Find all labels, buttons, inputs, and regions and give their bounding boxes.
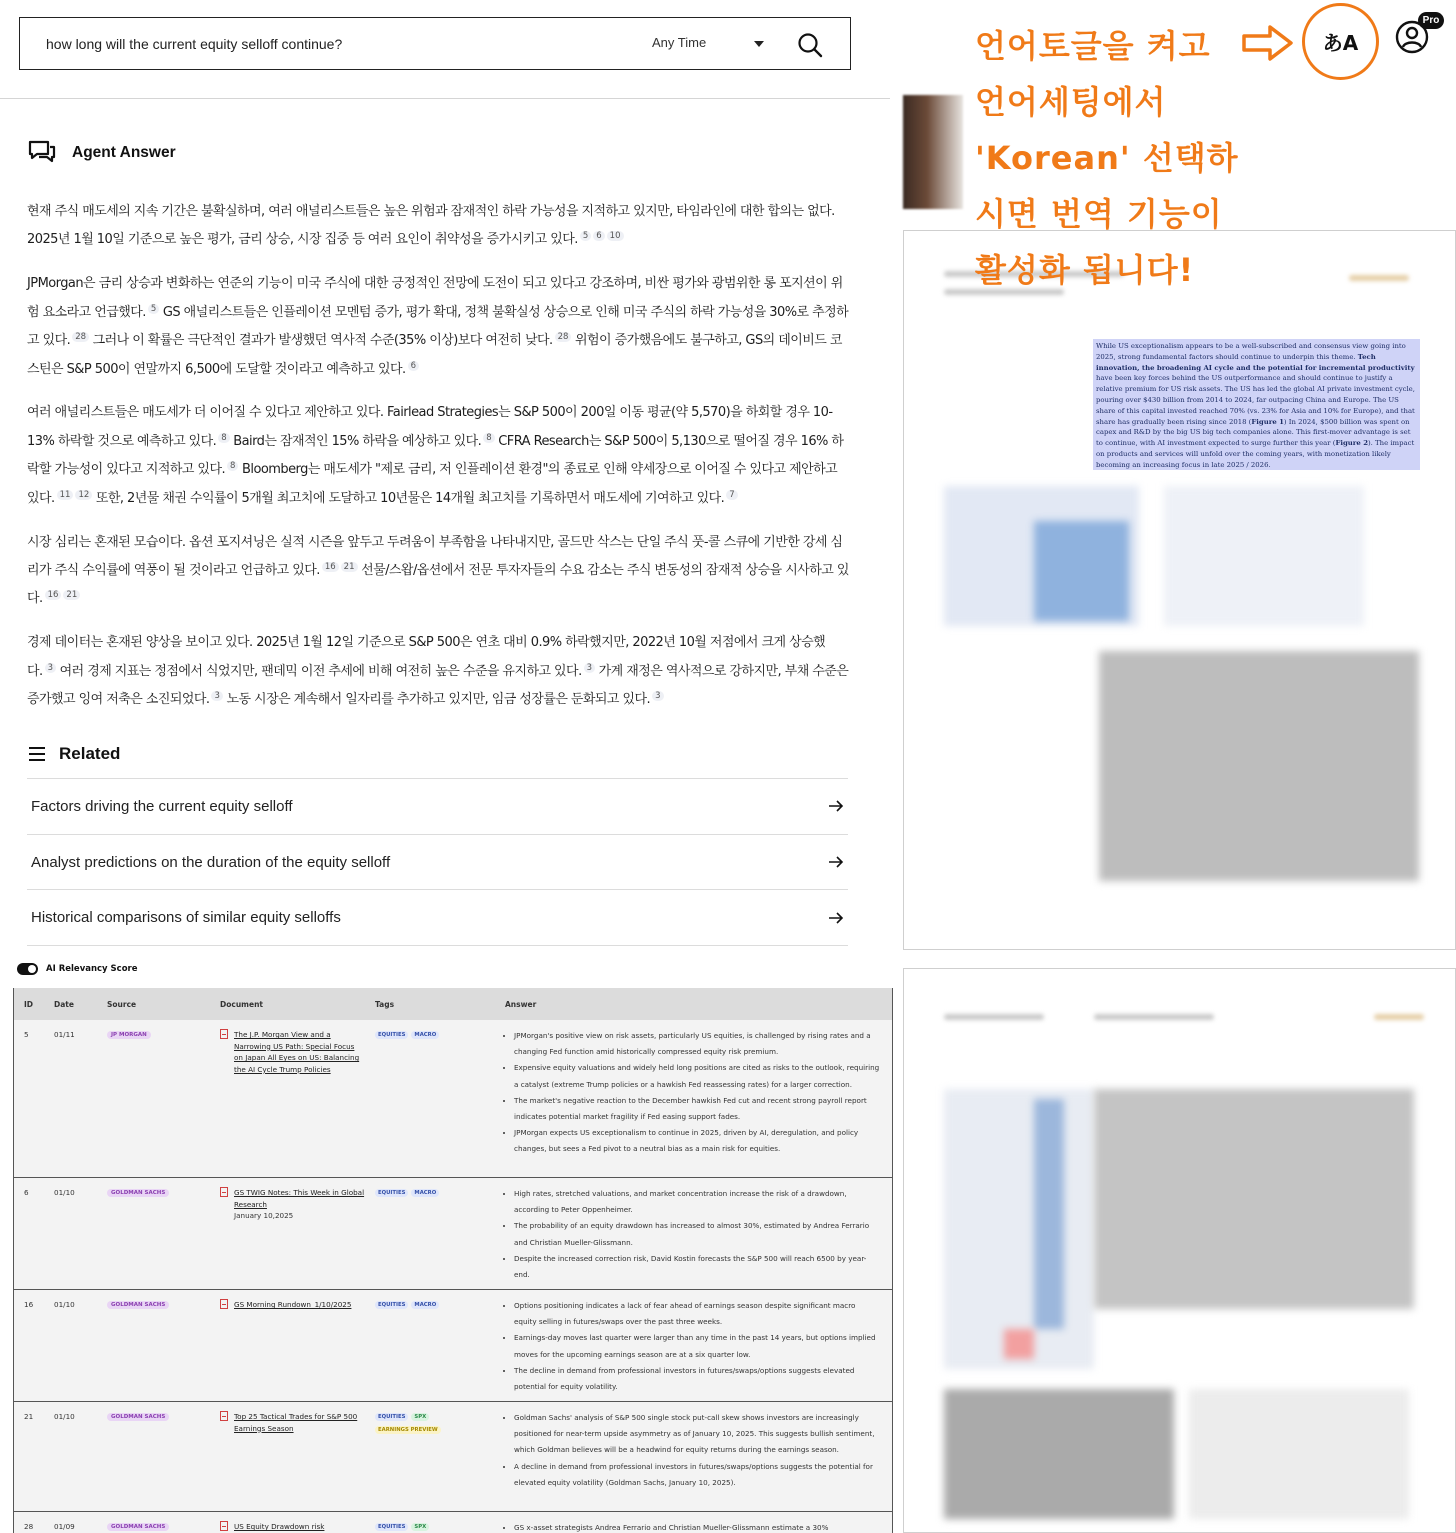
- answer-text: GS 애널리스트들은 인플레이션 모멘텀 증가, 평가 확대, 정책 불확실성 상승으로 인해 미국 주식의 하락 가능성을 30%로 추정하고 있다.: [27, 304, 849, 349]
- related-title: Related: [59, 744, 121, 763]
- cell-source: [97, 1512, 210, 1533]
- tag-badge: MACRO: [411, 1031, 439, 1039]
- citation-marker[interactable]: 5: [148, 304, 159, 314]
- pdf-icon: [220, 1029, 228, 1039]
- cell-tags: [365, 1020, 495, 1177]
- citation-marker[interactable]: 21: [63, 590, 80, 600]
- cell-document: [210, 1020, 365, 1177]
- passage-fragment: ) In 2024, $500 billion was spent on capex and R&D by the big US big tech companies alone. This first-mover advantage is set to continue, with AI investment expected to surge further this year (: [1096, 417, 1411, 448]
- col-source: Source: [107, 1000, 137, 1009]
- header-divider: [0, 98, 890, 99]
- citation-marker[interactable]: 3: [652, 691, 663, 701]
- answer-text: 여러 경제 지표는 정점에서 식었지만, 팬데믹 이전 추세에 비해 여전히 높은 수준을 유지하고 있다.: [56, 663, 582, 679]
- search-icon[interactable]: [795, 30, 825, 60]
- col-document: Document: [220, 1000, 263, 1009]
- cell-answer: [495, 1402, 892, 1511]
- answer-bullet: • High rates, stretched valuations, and market concentration increase the risk of a drawdown, according to Peter Oppenheimer.: [514, 1186, 880, 1218]
- passage-fragment: have been key forces behind the US outperformance and should continue to justify a relative premium for US risk assets. The US has led the global AI private investment cycle, pouring over $430 billion from 2014 to 2024, far outpacing China and Europe. The US share of this capital invested reached 70% (vs. 23% for Asia and 10% for Europe), and that share has gradually been rising since 2018 (: [1096, 374, 1415, 426]
- answer-bullet: • JPMorgan expects US exceptionalism to continue in 2025, driven by AI, deregulation, and policy changes, but sees a Fed pivot to a neutral bias as a main risk for equities.: [514, 1125, 880, 1157]
- document-link[interactable]: GS TWIG Notes: This Week in Global Research: [234, 1188, 365, 1209]
- answer-text: 그러나 이 확률은 극단적인 결과가 발생했던 역사적 수준(35% 이상)보다 여전히 낮다.: [89, 333, 553, 349]
- tag-badge: EQUITIES: [375, 1301, 408, 1309]
- source-badge: JP MORGAN: [107, 1031, 151, 1039]
- answer-bullet: • JPMorgan's positive view on risk assets, particularly US equities, is challenged by rising rates and a changing Fed function amid historically compressed equity risk premium.: [514, 1028, 880, 1060]
- document-link[interactable]: US Equity Drawdown risk: [234, 1522, 325, 1531]
- table-header: [14, 988, 892, 1020]
- passage-fragment: While US exceptionalism appears to be a well-subscribed and consensus view going into 2025, strong fundamental factors should continue to underpin this theme.: [1096, 342, 1406, 361]
- chevron-down-icon[interactable]: [754, 41, 764, 47]
- related-list: [27, 778, 848, 946]
- instruction-annotation: [975, 18, 1239, 298]
- cell-source: [97, 1290, 210, 1401]
- time-filter-select[interactable]: Any Time: [652, 35, 707, 50]
- cell-source: [97, 1402, 210, 1511]
- annotation-line: 'Korean' 선택하: [975, 139, 1239, 177]
- answer-text: 가계 재정은 역사적으로 강하지만, 부채 수준은 증가했고 잉여 저축은 소진되었다.: [27, 663, 849, 708]
- document-link[interactable]: The J.P. Morgan View and a Narrowing US Path: Special Focus on Japan All Eyes on US: Balancing the AI Cycle Trump Policies: [234, 1030, 360, 1074]
- answer-bullet: • A decline in demand from professional investors in futures/swaps/options suggests the potential for elevated equity volatility (Goldman Sachs, January 10, 2025).: [514, 1459, 880, 1491]
- cell-date: 01/11: [54, 1030, 75, 1039]
- source-badge: GOLDMAN SACHS: [107, 1413, 169, 1421]
- answer-text: 또한, 2년물 채권 수익률이 5개월 최고치에 도달하고 10년물은 14개월 최고치를 기록하면서 매도세에 기여하고 있다.: [92, 490, 725, 506]
- cell-id: 16: [24, 1300, 34, 1309]
- sources-table: [13, 988, 893, 1533]
- answer-text: 시장 심리는 혼재된 모습이다. 옵션 포지셔닝은 실적 시즌을 앞두고 두려움이 부족함을 나타내지만, 골드만 삭스는 단일 주식 풋-콜 스큐에 기반한 강세 심리가 주식 수익률에 역풍이 될 것이라고 언급하고 있다.: [27, 534, 843, 578]
- citation-marker[interactable]: 6: [408, 361, 419, 371]
- cell-tags: [365, 1512, 495, 1533]
- answer-text: 현재 주식 매도세의 지속 기간은 불확실하며, 여러 애널리스트들은 높은 위험과 잠재적인 하락 가능성을 지적하고 있지만, 타임라인에 대한 합의는 없다. 2025년 1월 10일 기준으로 높은 평가, 금리 상승, 시장 집중 등 여러 요인이 취약성을 증가시키고 있다.: [27, 204, 835, 248]
- arrow-right-icon: [828, 911, 844, 925]
- answer-bullet: • Despite the increased correction risk, David Kostin forecasts the S&P 500 will reach 6500 by year-end.: [514, 1251, 880, 1283]
- source-badge: GOLDMAN SACHS: [107, 1189, 169, 1197]
- tag-badge: EQUITIES: [375, 1523, 408, 1531]
- citation-marker[interactable]: 28: [555, 332, 572, 342]
- pdf-icon: [220, 1187, 228, 1197]
- citation-marker[interactable]: 16: [45, 590, 62, 600]
- annotation-line: 언어토글을 켜고: [975, 27, 1211, 65]
- answer-text: Bloomberg는 매도세가 "제로 금리, 저 인플레이션 환경"의 종료로 인해 약세장으로 이어질 수 있다고 제안하고 있다.: [27, 462, 838, 506]
- search-input[interactable]: [46, 31, 606, 57]
- table-row[interactable]: [14, 1020, 892, 1178]
- source-badge: GOLDMAN SACHS: [107, 1523, 169, 1531]
- related-item[interactable]: [27, 779, 848, 835]
- tag-badge: EQUITIES: [375, 1413, 408, 1421]
- list-icon: [28, 746, 46, 762]
- tag-badge: EQUITIES: [375, 1031, 408, 1039]
- cell-tags: [365, 1402, 495, 1511]
- answer-bullet: • Goldman Sachs' analysis of S&P 500 single stock put-call skew shows investors are increasingly positioned for near-term upside asymmetry as of January 10, 2025. This suggests bullish sentiment, which Goldman believes will be a headwind for equity returns during the earnings season.: [514, 1410, 880, 1459]
- answer-bullet: • Expensive equity valuations and widely held long positions are cited as risks to the outlook, requiring a catalyst (extreme Trump policies or a hawkish Fed reassessing rates) for a larger correction.: [514, 1060, 880, 1092]
- translate-icon: あA: [1322, 31, 1359, 55]
- tag-badge: SPX: [411, 1523, 429, 1531]
- agent-answer-title: Agent Answer: [72, 144, 176, 161]
- cell-id: 28: [24, 1522, 34, 1531]
- pro-badge: Pro: [1418, 12, 1444, 29]
- citation-marker[interactable]: 8: [483, 433, 494, 443]
- citation-marker[interactable]: 3: [584, 663, 595, 673]
- cell-tags: [365, 1178, 495, 1289]
- answer-bullet: • GS x-asset strategists Andrea Ferrario and Christian Mueller-Glissmann estimate a 30%: [514, 1520, 880, 1533]
- document-preview-page-2[interactable]: [903, 968, 1456, 1533]
- search-bar: [19, 17, 851, 70]
- chat-bubbles-icon: [28, 139, 56, 167]
- related-item-label: Analyst predictions on the duration of the equity selloff: [31, 853, 391, 871]
- answer-bullet: • Options positioning indicates a lack of fear ahead of earnings season despite significant macro equity selling in futures/swaps over the past three weeks.: [514, 1298, 880, 1330]
- hollow-arrow-right-icon: [1242, 24, 1294, 62]
- citation-marker[interactable]: 10: [607, 231, 624, 241]
- col-tags: Tags: [375, 1000, 395, 1009]
- cell-answer: [495, 1020, 892, 1177]
- answer-bullet: • The decline in demand from professional investors in futures/swaps/options suggests elevated potential for equity volatility.: [514, 1363, 880, 1395]
- cell-date: 01/10: [54, 1188, 75, 1197]
- citation-marker[interactable]: 21: [341, 562, 358, 572]
- table-row[interactable]: [14, 1512, 892, 1533]
- cell-tags: [365, 1290, 495, 1401]
- answer-text: JPMorgan은 금리 상승과 변화하는 연준의 기능이 미국 주식에 대한 긍정적인 전망에 도전이 되고 있다고 강조하며, 비싼 평가와 광범위한 롱 포지션이 위험 요소라고 언급했다.: [27, 276, 843, 320]
- passage-fragment: ). The impact on products and services will unfold over the coming years, with monetization likely becoming an increasing focus in late 2025 / 2026.: [1096, 439, 1415, 469]
- relevancy-toggle[interactable]: [17, 963, 38, 975]
- annotation-line: 시면 번역 기능이: [975, 195, 1223, 233]
- tag-badge: EARNINGS PREVIEW: [375, 1426, 441, 1434]
- passage-fragment: Tech innovation, the broadening AI cycle and the potential for incremental productivity: [1096, 352, 1415, 372]
- col-answer: Answer: [505, 1000, 537, 1009]
- document-link[interactable]: GS Morning Rundown_1/10/2025: [234, 1300, 352, 1309]
- arrow-right-icon: [828, 799, 844, 813]
- answer-paragraph: [27, 631, 851, 712]
- answer-bullet: • Earnings-day moves last quarter were larger than any time in the past 14 years, but options implied moves for the upcoming earnings season are at a six quarter low.: [514, 1330, 880, 1362]
- answer-text: CFRA Research는 S&P 500이 5,130으로 떨어질 경우 16% 하락할 가능성이 있다고 지적하고 있다.: [27, 433, 844, 478]
- cell-source: [97, 1178, 210, 1289]
- agent-answer-header: [28, 138, 176, 168]
- cell-document: [210, 1512, 365, 1533]
- citation-marker[interactable]: 3: [211, 691, 222, 701]
- cell-date: 01/10: [54, 1412, 75, 1421]
- citation-marker[interactable]: 3: [45, 663, 56, 673]
- answer-paragraph: [27, 531, 851, 612]
- passage-fragment: Figure 1: [1251, 417, 1284, 426]
- relevancy-label: AI Relevancy Score: [46, 964, 138, 974]
- cell-date: 01/10: [54, 1300, 75, 1309]
- answer-text: 경제 데이터는 혼재된 양상을 보이고 있다. 2025년 1월 12일 기준으로 S&P 500은 연초 대비 0.9% 하락했지만, 2022년 10월 저점에서 크게 상승했다.: [27, 635, 826, 679]
- pdf-icon: [220, 1411, 228, 1421]
- cell-date: 01/09: [54, 1522, 75, 1531]
- tag-badge: SPX: [411, 1413, 429, 1421]
- answer-paragraph: [27, 401, 851, 511]
- related-item[interactable]: [27, 835, 848, 891]
- answer-bullet: • The market's negative reaction to the December hawkish Fed cut and recent strong payroll report indicates potential market fragility if Fed easing support fades.: [514, 1093, 880, 1125]
- answer-paragraph: [27, 272, 851, 382]
- cell-id: 21: [24, 1412, 34, 1421]
- table-body: [14, 1020, 892, 1533]
- table-row[interactable]: [14, 1178, 892, 1290]
- highlighted-passage-text: [1096, 341, 1418, 471]
- citation-marker[interactable]: 8: [218, 433, 229, 443]
- col-id: ID: [24, 1000, 34, 1009]
- cell-answer: [495, 1178, 892, 1289]
- cell-id: 6: [24, 1188, 29, 1197]
- citation-marker[interactable]: 12: [75, 490, 92, 500]
- tag-badge: MACRO: [411, 1189, 439, 1197]
- col-date: Date: [54, 1000, 74, 1009]
- related-item-label: Factors driving the current equity selloff: [31, 797, 293, 815]
- tag-badge: EQUITIES: [375, 1189, 408, 1197]
- answer-text: 여러 애널리스트들은 매도세가 더 이어질 수 있다고 제안하고 있다. Fairlead Strategies는 S&P 500이 200일 이동 평균(약 5,570)을 하회할 경우 10-13% 하락할 것으로 예측하고 있다.: [27, 405, 833, 449]
- source-badge: GOLDMAN SACHS: [107, 1301, 169, 1309]
- citation-marker[interactable]: 11: [57, 490, 74, 500]
- answer-bullet: • The probability of an equity drawdown has increased to almost 30%, estimated by Andrea Ferrario and Christian Mueller-Glissmann.: [514, 1218, 880, 1250]
- annotation-line: 언어세팅에서: [975, 83, 1167, 121]
- citation-marker[interactable]: 28: [72, 332, 89, 342]
- related-item[interactable]: [27, 890, 848, 946]
- cell-document: [210, 1290, 365, 1401]
- annotation-line: 활성화 됩니다!: [975, 251, 1195, 289]
- pdf-icon: [220, 1521, 228, 1531]
- answer-text: 선물/스왑/옵션에서 전문 투자자들의 수요 감소는 주식 변동성의 잠재적 상승을 시사하고 있다.: [27, 562, 849, 607]
- cell-source: [97, 1020, 210, 1177]
- citation-marker[interactable]: 16: [322, 562, 339, 572]
- document-date: January 10,2025: [234, 1211, 294, 1221]
- arrow-right-icon: [828, 855, 844, 869]
- cell-answer: [495, 1290, 892, 1401]
- relevancy-toggle-row: [17, 963, 138, 975]
- citation-marker[interactable]: 6: [593, 231, 604, 241]
- related-header: [28, 744, 120, 764]
- citation-marker[interactable]: 8: [227, 461, 238, 471]
- related-item-label: Historical comparisons of similar equity selloffs: [31, 909, 341, 927]
- pdf-icon: [220, 1299, 228, 1309]
- passage-fragment: Figure 2: [1335, 439, 1368, 448]
- tag-badge: MACRO: [411, 1301, 439, 1309]
- answer-text: Baird는 잠재적인 15% 하락을 예상하고 있다.: [229, 433, 482, 449]
- cell-id: 5: [24, 1030, 29, 1039]
- table-row[interactable]: [14, 1290, 892, 1402]
- cell-document: [210, 1178, 365, 1289]
- agent-answer-body: [27, 200, 851, 732]
- answer-text: 위험이 증가했음에도 불구하고, GS의 데이비드 코스틴은 S&P 500이 연말까지 6,500에 도달할 것이라고 예측하고 있다.: [27, 333, 842, 377]
- answer-text: 노동 시장은 계속해서 일자리를 추가하고 있지만, 임금 성장률은 둔화되고 있다.: [222, 692, 651, 708]
- document-preview-page-1[interactable]: [903, 230, 1456, 950]
- table-row[interactable]: [14, 1402, 892, 1512]
- cell-document: [210, 1402, 365, 1511]
- answer-paragraph: [27, 200, 851, 253]
- document-link[interactable]: Top 25 Tactical Trades for S&P 500 Earnings Season: [234, 1412, 358, 1433]
- translate-toggle-button[interactable]: [1302, 3, 1379, 80]
- citation-marker[interactable]: 7: [726, 490, 737, 500]
- cell-answer: [495, 1512, 892, 1533]
- citation-marker[interactable]: 5: [580, 231, 591, 241]
- document-thumbnail[interactable]: [903, 95, 963, 209]
